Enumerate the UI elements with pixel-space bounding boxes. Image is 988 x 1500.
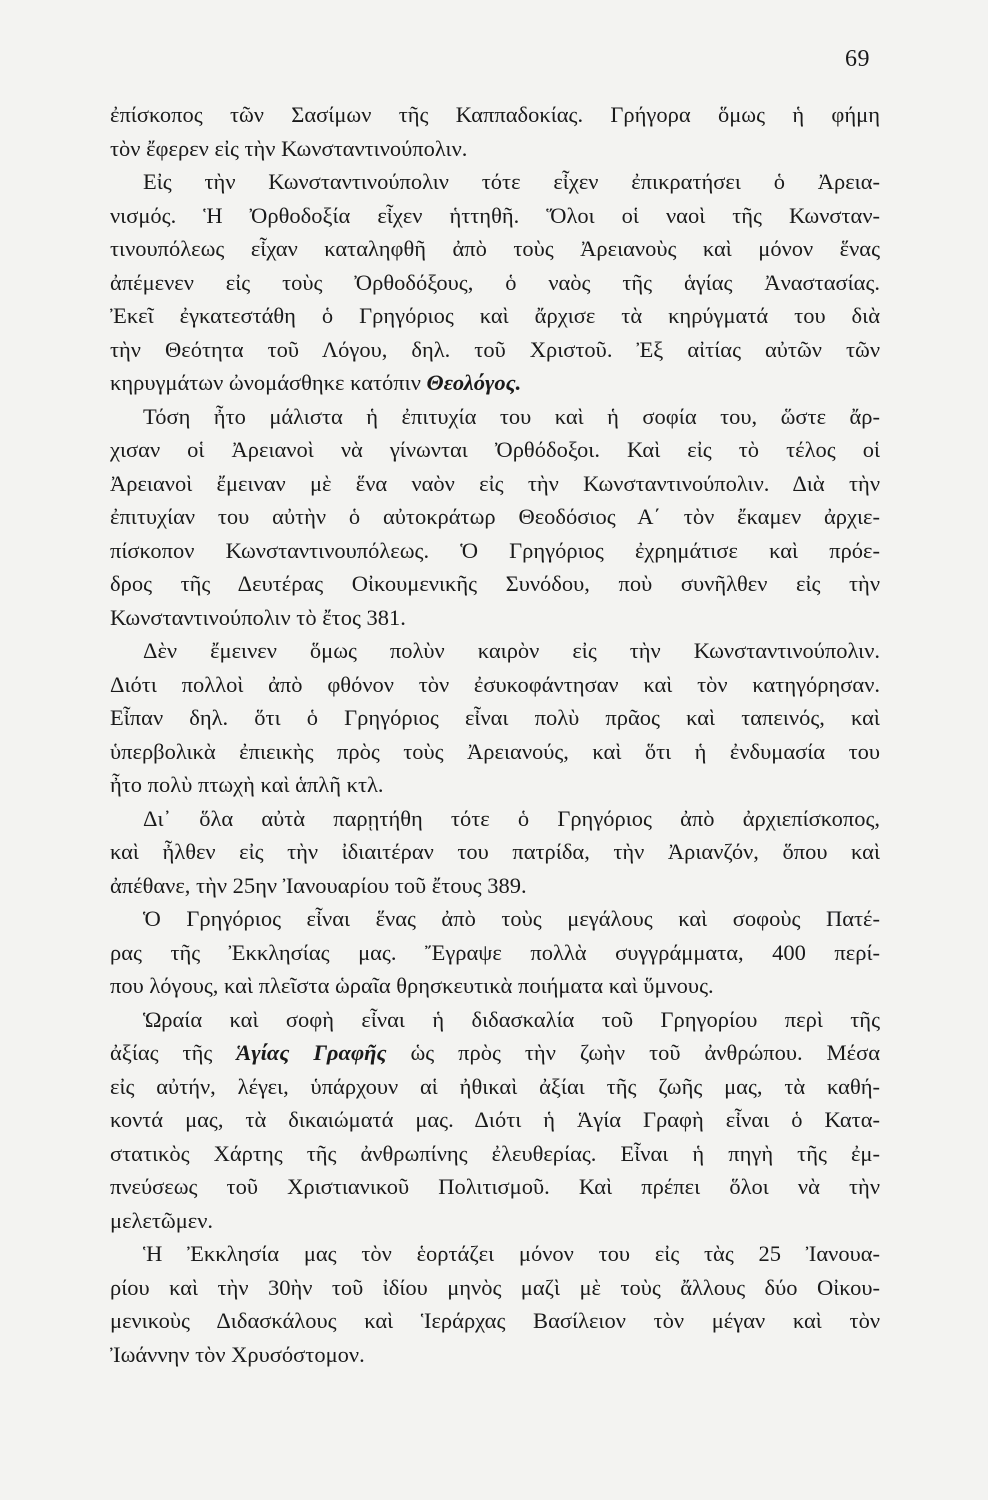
text-line — [110, 634, 880, 668]
text-line — [110, 1137, 880, 1171]
text-line — [110, 299, 880, 333]
text-line-content: Εἰς τὴν Κωνσταντινούπολιν τότε εἶχεν ἐπικρατήσει ὁ Ἀρεια- — [143, 169, 880, 194]
text-line — [110, 232, 880, 266]
text-line-content: δρος τῆς Δευτέρας Οἰκουμενικῆς Συνόδου, ποὺ συνῆλθεν εἰς τὴν — [110, 571, 880, 596]
text-line-content: που λόγους, καὶ πλεῖστα ὡραῖα θρησκευτικὰ ποιήματα καὶ ὕμνους. — [110, 973, 714, 998]
text-line-content: ἐπίσκοπος τῶν Σασίμων τῆς Καππαδοκίας. Γρήγορα ὅμως ἡ φήμη — [110, 102, 880, 127]
text-line — [110, 1271, 880, 1305]
text-line-content: κοντά μας, τὰ δικαιώματά μας. Διότι ἡ Ἁγία Γραφὴ εἶναι ὁ Κατα- — [110, 1107, 880, 1132]
text-line — [110, 433, 880, 467]
text-line — [110, 1036, 880, 1070]
emphasized-term: Θεολόγος. — [426, 370, 522, 395]
text-line — [110, 199, 880, 233]
text-line — [110, 1003, 880, 1037]
text-line — [110, 266, 880, 300]
text-line — [110, 869, 880, 903]
text-line-content: Δι᾽ ὅλα αὐτὰ παρῃτήθη τότε ὁ Γρηγόριος ἀπὸ ἀρχιεπίσκοπος, — [143, 805, 880, 831]
text-line — [110, 701, 880, 735]
text-line-continuation: ὡς πρὸς τὴν ζωὴν τοῦ ἀνθρώπου. Μέσα — [386, 1040, 880, 1065]
text-line-content: ὑπερβολικὰ ἐπιεικὴς πρὸς τοὺς Ἀρειανούς, καὶ ὅτι ἡ ἐνδυμασία του — [110, 738, 880, 764]
text-line-content: πίσκοπον Κωνσταντινουπόλεως. Ὁ Γρηγόριος ἐχρημάτισε καὶ πρόε- — [110, 537, 880, 563]
text-line-content: Ἰωάννην τὸν Χρυσόστομον. — [110, 1341, 365, 1367]
text-line-content: ἐπιτυχίαν του αὐτὴν ὁ αὐτοκράτωρ Θεοδόσιος Α΄ τὸν ἔκαμεν ἀρχιε- — [110, 504, 880, 529]
text-line — [110, 969, 880, 1003]
text-line — [110, 1103, 880, 1137]
text-line — [110, 1304, 880, 1338]
text-line-content: Ἡ Ἐκκλησία μας τὸν ἑορτάζει μόνον του εἰς τὰς 25 Ἰανουα- — [143, 1241, 880, 1266]
text-line-content: Ἐκεῖ ἐγκατεστάθη ὁ Γρηγόριος καὶ ἄρχισε τὰ κηρύγματά του διὰ — [110, 303, 880, 328]
text-line — [110, 1237, 880, 1271]
body-text — [110, 98, 880, 1371]
text-line-content: χισαν οἱ Ἀρειανοὶ νὰ γίνωνται Ὀρθόδοξοι. Καὶ εἰς τὸ τέλος οἱ — [110, 437, 880, 462]
page-number: 69 — [845, 46, 870, 72]
text-line-content: ἀπέθανε, τὴν 25ην Ἰανουαρίου τοῦ ἔτους 389. — [110, 872, 527, 898]
text-line-content: Δὲν ἔμεινεν ὅμως πολὺν καιρὸν εἰς τὴν Κωνσταντινούπολιν. — [143, 638, 880, 663]
text-line-content: τινουπόλεως εἶχαν καταληφθῆ ἀπὸ τοὺς Ἀρειανοὺς καὶ μόνον ἕνας — [110, 236, 880, 261]
text-line — [110, 98, 880, 132]
text-line-content: Κωνσταντινούπολιν τὸ ἔτος 381. — [110, 604, 406, 630]
text-line — [110, 902, 880, 936]
text-line — [110, 735, 880, 769]
text-line-content: ἦτο πολὺ πτωχὴ καὶ ἁπλῆ κτλ. — [110, 772, 384, 797]
emphasized-term: Ἁγίας Γραφῆς — [236, 1040, 387, 1065]
text-line — [110, 400, 880, 434]
text-line-content: Ὁ Γρηγόριος εἶναι ἕνας ἀπὸ τοὺς μεγάλους καὶ σοφοὺς Πατέ- — [143, 906, 880, 931]
text-line — [110, 1070, 880, 1104]
text-line-content: κηρυγμάτων ὠνομάσθηκε κατόπιν — [110, 370, 427, 395]
text-line — [110, 835, 880, 869]
text-line-content: τὴν Θεότητα τοῦ Λόγου, δηλ. τοῦ Χριστοῦ. Ἐξ αἰτίας αὐτῶν τῶν — [110, 336, 880, 362]
text-line — [110, 936, 880, 970]
text-line-content: καὶ ἦλθεν εἰς τὴν ἰδιαιτέραν του πατρίδα, τὴν Ἀριανζόν, ὅπου καὶ — [110, 839, 880, 864]
text-line — [110, 132, 880, 166]
text-line — [110, 366, 880, 400]
text-line-content: στατικὸς Χάρτης τῆς ἀνθρωπίνης ἐλευθερίας. Εἶναι ἡ πηγὴ τῆς ἐμ- — [110, 1140, 880, 1166]
text-line-content: ἀξίας τῆς — [110, 1040, 237, 1065]
text-line-content: ρας τῆς Ἐκκλησίας μας. Ἔγραψε πολλὰ συγγράμματα, 400 περί- — [110, 939, 880, 965]
text-line — [110, 768, 880, 802]
text-line-content: Ὡραία καὶ σοφὴ εἶναι ἡ διδασκαλία τοῦ Γρηγορίου περὶ τῆς — [143, 1006, 880, 1032]
text-line — [110, 601, 880, 635]
text-line — [110, 165, 880, 199]
text-line-content: πνεύσεως τοῦ Χριστιανικοῦ Πολιτισμοῦ. Καὶ πρέπει ὅλοι νὰ τὴν — [110, 1174, 880, 1199]
text-line — [110, 333, 880, 367]
text-line — [110, 567, 880, 601]
text-line-content: Ἀρειανοὶ ἔμειναν μὲ ἕνα ναὸν εἰς τὴν Κωνσταντινούπολιν. Διὰ τὴν — [110, 470, 880, 496]
text-line-content: νισμός. Ἡ Ὀρθοδοξία εἶχεν ἡττηθῆ. Ὅλοι οἱ ναοὶ τῆς Κωνσταν- — [110, 202, 880, 228]
text-line-content: τὸν ἔφερεν εἰς τὴν Κωνσταντινούπολιν. — [110, 135, 468, 161]
text-line-content: εἰς αὐτήν, λέγει, ὑπάρχουν αἱ ἠθικαὶ ἀξίαι τῆς ζωῆς μας, τὰ καθή- — [110, 1073, 880, 1099]
text-line-content: Εἶπαν δηλ. ὅτι ὁ Γρηγόριος εἶναι πολὺ πρᾶος καὶ ταπεινός, καὶ — [110, 705, 880, 730]
text-line — [110, 534, 880, 568]
text-line — [110, 668, 880, 702]
text-line-content: Διότι πολλοὶ ἀπὸ φθόνον τὸν ἐσυκοφάντησαν καὶ τὸν κατηγόρησαν. — [110, 671, 880, 697]
text-line — [110, 1338, 880, 1372]
text-line — [110, 1170, 880, 1204]
text-line-content: μενικοὺς Διδασκάλους καὶ Ἱεράρχας Βασίλειον τὸν μέγαν καὶ τὸν — [110, 1308, 880, 1333]
text-line-content: ἀπέμενεν εἰς τοὺς Ὀρθοδόξους, ὁ ναὸς τῆς ἁγίας Ἀναστασίας. — [110, 269, 880, 295]
text-line — [110, 802, 880, 836]
text-line — [110, 467, 880, 501]
text-line — [110, 1204, 880, 1238]
text-line-content: Τόση ἦτο μάλιστα ἡ ἐπιτυχία του καὶ ἡ σοφία του, ὥστε ἄρ- — [143, 403, 880, 429]
text-line-content: ρίου καὶ τὴν 30ὴν τοῦ ἰδίου μηνὸς μαζὶ μὲ τοὺς ἄλλους δύο Οἰκου- — [110, 1274, 880, 1300]
text-line — [110, 500, 880, 534]
text-line-content: μελετῶμεν. — [110, 1207, 214, 1233]
